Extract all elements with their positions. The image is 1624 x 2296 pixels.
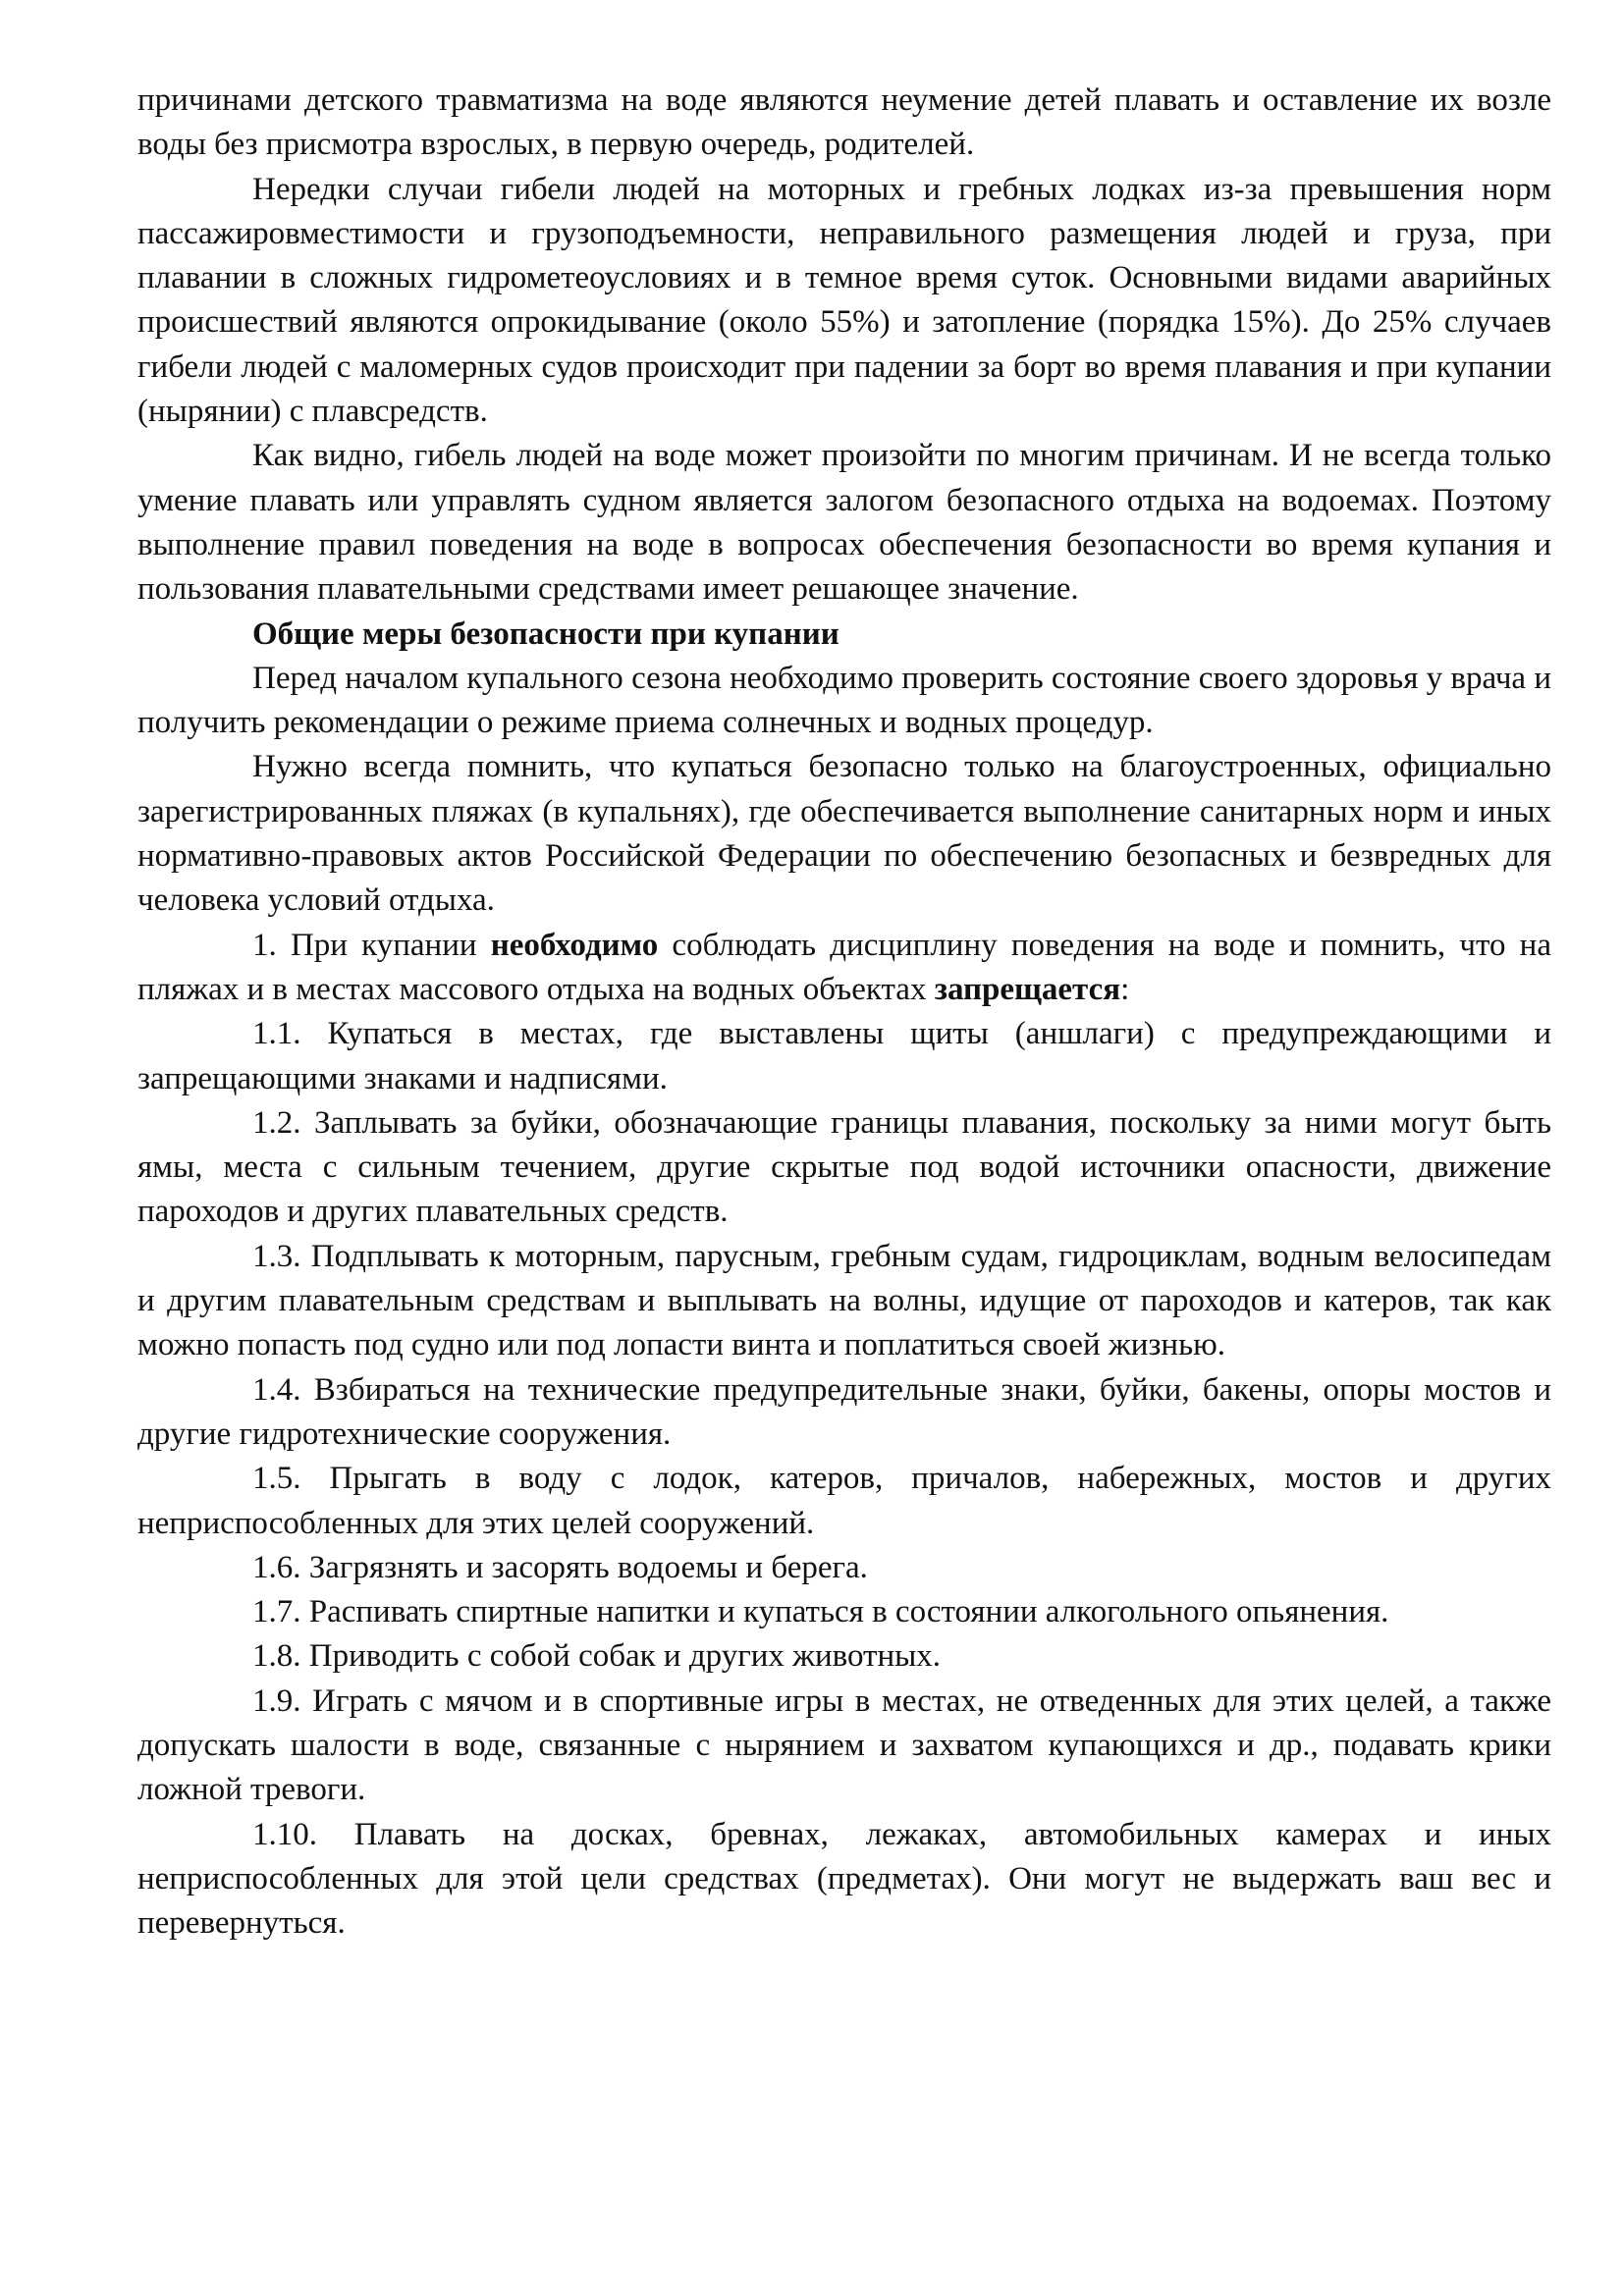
list-item-1-5: 1.5. Прыгать в воду с лодок, катеров, причалов, набережных, мостов и других неприспособленных для этих целей сооружений. (137, 1461, 1551, 1541)
rule-1-suffix: : (1120, 971, 1130, 1007)
beaches-paragraph: Нужно всегда помнить, что купаться безопасно только на благоустроенных, официально зарегистрированных пляжах (в купальнях), где обеспечивается выполнение санитарных норм и иных нормативно-правовых актов Российской Федерации по обеспечению безопасных и безвредных для человека условий отдыха. (137, 749, 1551, 919)
list-item-1-9: 1.9. Играть с мячом и в спортивные игры в местах, не отведенных для этих целей, а также допускать шалости в воде, связанные с нырянием и захватом купающихся и др., подавать крики ложной тревоги. (137, 1682, 1551, 1808)
intro-paragraph: причинами детского травматизма на воде являются неумение детей плавать и оставление их возле воды без присмотра взрослых, в первую очередь, родителей. (137, 82, 1551, 163)
causes-paragraph: Как видно, гибель людей на воде может произойти по многим причинам. И не всегда только умение плавать или управлять судном является залогом безопасного отдыха на водоемах. Поэтому выполнение правил поведения на воде в вопросах обеспечения безопасности во время купания и пользования плавательными средствами имеет решающее значение. (137, 438, 1551, 608)
rule-1-prefix: 1. При купании (252, 927, 491, 963)
list-item-1-8: 1.8. Приводить с собой собак и других животных. (252, 1638, 942, 1675)
list-item-1-7: 1.7. Распивать спиртные напитки и купаться в состоянии алкогольного опьянения. (252, 1594, 1389, 1630)
list-item-1-10: 1.10. Плавать на досках, бревнах, лежаках, автомобильных камерах и иных неприспособленных для этой цели средствах (предметах). Они могут не выдержать ваш вес и перевернуться. (137, 1816, 1551, 1942)
list-item-1-4: 1.4. Взбираться на технические предупредительные знаки, буйки, бакены, опоры мостов и другие гидротехнические сооружения. (137, 1371, 1551, 1452)
list-item-1-1: 1.1. Купаться в местах, где выставлены щиты (аншлаги) с предупреждающими и запрещающими знаками и надписями. (137, 1016, 1551, 1096)
list-item-1-6: 1.6. Загрязнять и засорять водоемы и берега. (252, 1549, 868, 1585)
health-paragraph: Перед началом купального сезона необходимо проверить состояние своего здоровья у врача и получить рекомендации о режиме приема солнечных и водных процедур. (137, 660, 1551, 741)
rule-1-required: необходимо (490, 927, 659, 963)
document-page (137, 79, 1551, 1946)
rule-1-forbidden: запрещается (934, 971, 1121, 1007)
rule-1-paragraph (137, 924, 1551, 1013)
section-heading: Общие меры безопасности при купании (252, 615, 839, 652)
rule-1-middle: соблюдать дисциплину поведения на воде и помнить, что на пляжах и в местах массового отдыха на водных объектах (137, 927, 1551, 1007)
list-item-1-3: 1.3. Подплывать к моторным, парусным, гребным судам, гидроциклам, водным велосипедам и другим плавательным средствам и выплывать на волны, идущие от пароходов и катеров, так как можно попасть под судно или под лопасти винта и поплатиться своей жизнью. (137, 1238, 1551, 1363)
list-item-1-2: 1.2. Заплывать за буйки, обозначающие границы плавания, поскольку за ними могут быть ямы, места с сильным течением, другие скрытые под водой источники опасности, движение пароходов и других плавательных средств. (137, 1104, 1551, 1230)
boats-paragraph: Нередки случаи гибели людей на моторных и гребных лодках из-за превышения норм пассажировместимости и грузоподъемности, неправильного размещения людей и груза, при плавании в сложных гидрометеоусловиях и в темное время суток. Основными видами аварийных происшествий являются опрокидывание (около 55%) и затопление (порядка 15%). До 25% случаев гибели людей с маломерных судов происходит при падении за борт во время плавания и при купании (нырянии) с плавсредств. (137, 171, 1551, 430)
